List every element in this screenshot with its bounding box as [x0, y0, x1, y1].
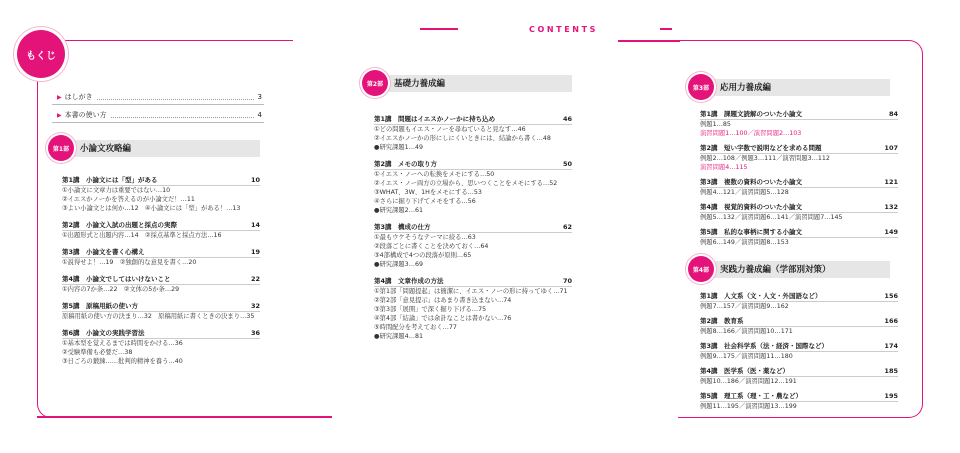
intro-label: 本書の使い方 — [64, 111, 107, 119]
lesson-title: 第4講 視覚的資料のついた小論文 — [700, 203, 803, 211]
lesson-heading — [700, 367, 898, 377]
lesson-page: 84 — [888, 110, 898, 118]
lesson-heading — [62, 176, 260, 186]
lesson-subtopic: ●研究課題4…81 — [374, 333, 423, 340]
lesson-subtopic: ④第4部「結論」では余計なことは書かない…76 — [374, 315, 512, 322]
lesson-entry[interactable] — [62, 275, 260, 294]
part-title: 小論文攻略編 — [68, 140, 260, 157]
lesson-entry[interactable] — [700, 392, 898, 411]
lesson-subtopic: ①最もウケそうなテーマに絞る…63 — [374, 234, 476, 241]
lesson-subtopic: ②段落ごとに書くことを決めておく…64 — [374, 243, 489, 250]
part-title: 実践力養成編（学部別対策） — [708, 261, 890, 278]
lesson-entry[interactable] — [700, 367, 898, 386]
lesson-entry[interactable] — [374, 115, 572, 152]
lesson-subtopic: 例題4…121／演習問題5…128 — [700, 189, 789, 196]
lesson-entry[interactable] — [700, 292, 898, 311]
lesson-page: 22 — [250, 275, 260, 283]
lesson-entry[interactable] — [700, 178, 898, 197]
lesson-page: 32 — [250, 302, 260, 310]
lesson-heading — [62, 302, 260, 312]
lesson-heading — [374, 223, 572, 233]
contents-label: CONTENTS — [529, 25, 599, 34]
part-badge: 第2部 — [362, 70, 388, 96]
lesson-subtopic: ●研究課題2…61 — [374, 207, 423, 214]
lesson-subtopic: ①出題形式と出題内容…14 ②採点基準と採点方法…16 — [62, 232, 222, 239]
intro-row[interactable] — [57, 92, 262, 102]
lesson-subtopic: ③WHAT、3W、1Hをメモにする…53 — [374, 189, 482, 196]
lesson-title: 第6講 小論文の実践学習法 — [62, 329, 145, 337]
part-title: 基礎力養成編 — [382, 75, 572, 92]
lesson-page: 10 — [250, 176, 260, 184]
part-badge: 第4部 — [688, 256, 714, 282]
lesson-page: 185 — [884, 367, 898, 375]
lesson-heading — [62, 275, 260, 285]
lesson-subtopic: 例題6…149／演習問題8…153 — [700, 239, 789, 246]
lesson-subtopic: ⑤時間配分を考えておく…77 — [374, 324, 457, 331]
lesson-heading — [700, 178, 898, 188]
lesson-page: 174 — [884, 342, 898, 350]
spine-line-left — [420, 28, 458, 30]
lesson-title: 第3講 社会科学系（法・経済・国際など） — [700, 342, 829, 350]
lesson-subtopic: 例題2…108／例題3…111／演習問題3…112 — [700, 155, 830, 162]
lesson-page: 149 — [884, 228, 898, 236]
part4-header — [688, 256, 890, 282]
part-badge: 第3部 — [688, 74, 714, 100]
lesson-subtopic: 例題7…157／演習問題9…162 — [700, 303, 789, 310]
lesson-subtopic: ③第3部「展開」で深く掘り下げる…75 — [374, 306, 487, 313]
lesson-subtopic: ①説得せよ！…19 ②独創的な意見を書く…20 — [62, 259, 197, 266]
lesson-subtopic: 例題1…85 — [700, 121, 731, 128]
lesson-entry[interactable] — [374, 277, 572, 341]
intro-page: 4 — [257, 111, 262, 119]
lesson-heading — [700, 292, 898, 302]
lesson-subtopic: 例題10…186／演習問題12…191 — [700, 378, 797, 385]
lesson-title: 第5講 理工系（理・工・農など） — [700, 392, 803, 400]
lesson-title: 第4講 文章作成の方法 — [374, 277, 444, 285]
lesson-entry[interactable] — [62, 176, 260, 213]
left-page-frame-bottom — [37, 416, 332, 418]
lesson-page: 132 — [884, 203, 898, 211]
lesson-heading — [374, 277, 572, 287]
lesson-title: 第2講 短い字数で説明などを求める問題 — [700, 144, 822, 152]
lesson-page: 62 — [562, 223, 572, 231]
lesson-page: 195 — [884, 392, 898, 400]
lesson-title: 第1講 問題はイエスかノーかに持ち込め — [374, 115, 496, 123]
lesson-subtopic: 例題8…166／演習問題10…171 — [700, 328, 793, 335]
lesson-title: 第3講 小論文を書く心構え — [62, 248, 145, 256]
lesson-subtopic: ③よい小論文とは何か…12 ④小論文には「型」がある！…13 — [62, 205, 241, 212]
lesson-subtopic: 例題9…175／演習問題11…180 — [700, 353, 793, 360]
lesson-subtopic: 例題5…132／演習問題6…141／演習問題7…145 — [700, 214, 843, 221]
spine-line-right — [660, 28, 672, 30]
lesson-heading — [62, 248, 260, 258]
lesson-title: 第5講 原稿用紙の使い方 — [62, 302, 139, 310]
lesson-heading — [700, 392, 898, 402]
lesson-title: 第4講 小論文でしてはいけないこと — [62, 275, 171, 283]
lesson-heading — [62, 329, 260, 339]
lesson-title: 第1講 人文系（文・人文・外国語など） — [700, 292, 822, 300]
lesson-subtopic: ②第2部「意見提示」はあまり書き込まない…74 — [374, 297, 512, 304]
lesson-heading — [700, 317, 898, 327]
right-page-frame-top — [618, 40, 680, 42]
lesson-page: 50 — [562, 160, 572, 168]
lesson-entry[interactable] — [700, 110, 898, 138]
part3-header — [688, 74, 890, 100]
intro-page: 3 — [257, 93, 262, 101]
lesson-subtopic: 原稿用紙の使い方の決まり…32 原稿用紙に書くときの決まり…35 — [62, 313, 255, 320]
lesson-subtopic: ●研究課題3…69 — [374, 261, 423, 268]
lesson-subtopic: 演習問題1…100／演習問題2…103 — [700, 130, 802, 137]
intro-row[interactable] — [57, 110, 262, 120]
lesson-entry[interactable] — [62, 221, 260, 240]
lesson-entry[interactable] — [700, 228, 898, 247]
lesson-page: 156 — [884, 292, 898, 300]
triangle-icon: ▶ — [57, 111, 62, 119]
lesson-entry[interactable] — [62, 248, 260, 267]
lesson-subtopic: ②受験準備も必要だ…38 — [62, 349, 133, 356]
lesson-subtopic: ①基本型を覚えるまでは時間をかける…36 — [62, 340, 183, 347]
leader-dots — [111, 112, 254, 118]
lesson-page: 36 — [250, 329, 260, 337]
lesson-title: 第1講 小論文には「型」がある — [62, 176, 158, 184]
part-badge: 第1部 — [48, 135, 74, 161]
lesson-subtopic: ①どの問題もイエス・ノーを尋ねていると見なす…46 — [374, 126, 526, 133]
lesson-page: 14 — [250, 221, 260, 229]
lesson-heading — [700, 342, 898, 352]
lesson-subtopic: ④さらに掘り下げてメモをする…56 — [374, 198, 476, 205]
lesson-title: 第5講 私的な事柄に関する小論文 — [700, 228, 803, 236]
lesson-page: 19 — [250, 248, 260, 256]
lesson-subtopic: ①内容の7か条…22 ②文体の5か条…29 — [62, 286, 180, 293]
lesson-heading — [374, 115, 572, 125]
lesson-heading — [700, 144, 898, 154]
lesson-heading — [374, 160, 572, 170]
lesson-entry[interactable] — [374, 160, 572, 215]
lesson-heading — [700, 228, 898, 238]
lesson-subtopic: ①イエス・ノーへの転換をメモにする…50 — [374, 171, 495, 178]
lesson-page: 46 — [562, 115, 572, 123]
lesson-subtopic: 演習問題4…115 — [700, 164, 748, 171]
lesson-title: 第4講 医学系（医・薬など） — [700, 367, 790, 375]
lesson-page: 107 — [884, 144, 898, 152]
lesson-subtopic: 例題11…195／演習問題13…199 — [700, 403, 797, 410]
lesson-page: 166 — [884, 317, 898, 325]
lesson-entry[interactable] — [700, 203, 898, 222]
lesson-title: 第3講 構成の仕方 — [374, 223, 431, 231]
lesson-title: 第2講 メモの取り方 — [374, 160, 438, 168]
intro-label: はしがき — [64, 93, 93, 101]
lesson-subtopic: ①小論文に文章力は重要ではない…10 — [62, 187, 171, 194]
lesson-subtopic: ②イエスかノーかの形にしにくいときには、結論から書く…48 — [374, 135, 551, 142]
divider — [52, 122, 264, 123]
lesson-title: 第2講 教育系 — [700, 317, 744, 325]
lesson-page: 70 — [562, 277, 572, 285]
lesson-subtopic: ③日ごろの鍛錬……批判的精神を養う…40 — [62, 358, 183, 365]
lesson-title: 第2講 小論文入試の出題と採点の実際 — [62, 221, 178, 229]
lesson-subtopic: ②イエス・ノー両方の立場から、思いつくことをメモにする…52 — [374, 180, 558, 187]
lesson-heading — [700, 203, 898, 213]
lesson-subtopic: ②イエスかノーかを答えるのが小論文だ！…11 — [62, 196, 195, 203]
triangle-icon: ▶ — [57, 93, 62, 101]
mokuji-badge: もくじ — [17, 30, 65, 78]
lesson-entry[interactable] — [700, 342, 898, 361]
lesson-heading — [700, 110, 898, 120]
lesson-title: 第3講 複数の資料のついた小論文 — [700, 178, 803, 186]
lesson-heading — [62, 221, 260, 231]
part1-header — [48, 135, 260, 161]
lesson-entry[interactable] — [62, 302, 260, 321]
lesson-subtopic: ③4部構成で4つの段落が原則…65 — [374, 252, 472, 259]
lesson-subtopic: ●研究課題1…49 — [374, 144, 423, 151]
lesson-entry[interactable] — [700, 144, 898, 172]
lesson-entry[interactable] — [62, 329, 260, 366]
lesson-page: 121 — [884, 178, 898, 186]
lesson-title: 第1講 課題文読解のついた小論文 — [700, 110, 803, 118]
part-title: 応用力養成編 — [708, 79, 890, 96]
lesson-entry[interactable] — [700, 317, 898, 336]
divider — [52, 104, 264, 105]
lesson-entry[interactable] — [374, 223, 572, 269]
part2-header — [362, 70, 572, 96]
lesson-subtopic: ①第1部「問題提起」は簡潔に、イエス・ノーの形に持ってゆく…71 — [374, 288, 568, 295]
leader-dots — [97, 94, 254, 100]
